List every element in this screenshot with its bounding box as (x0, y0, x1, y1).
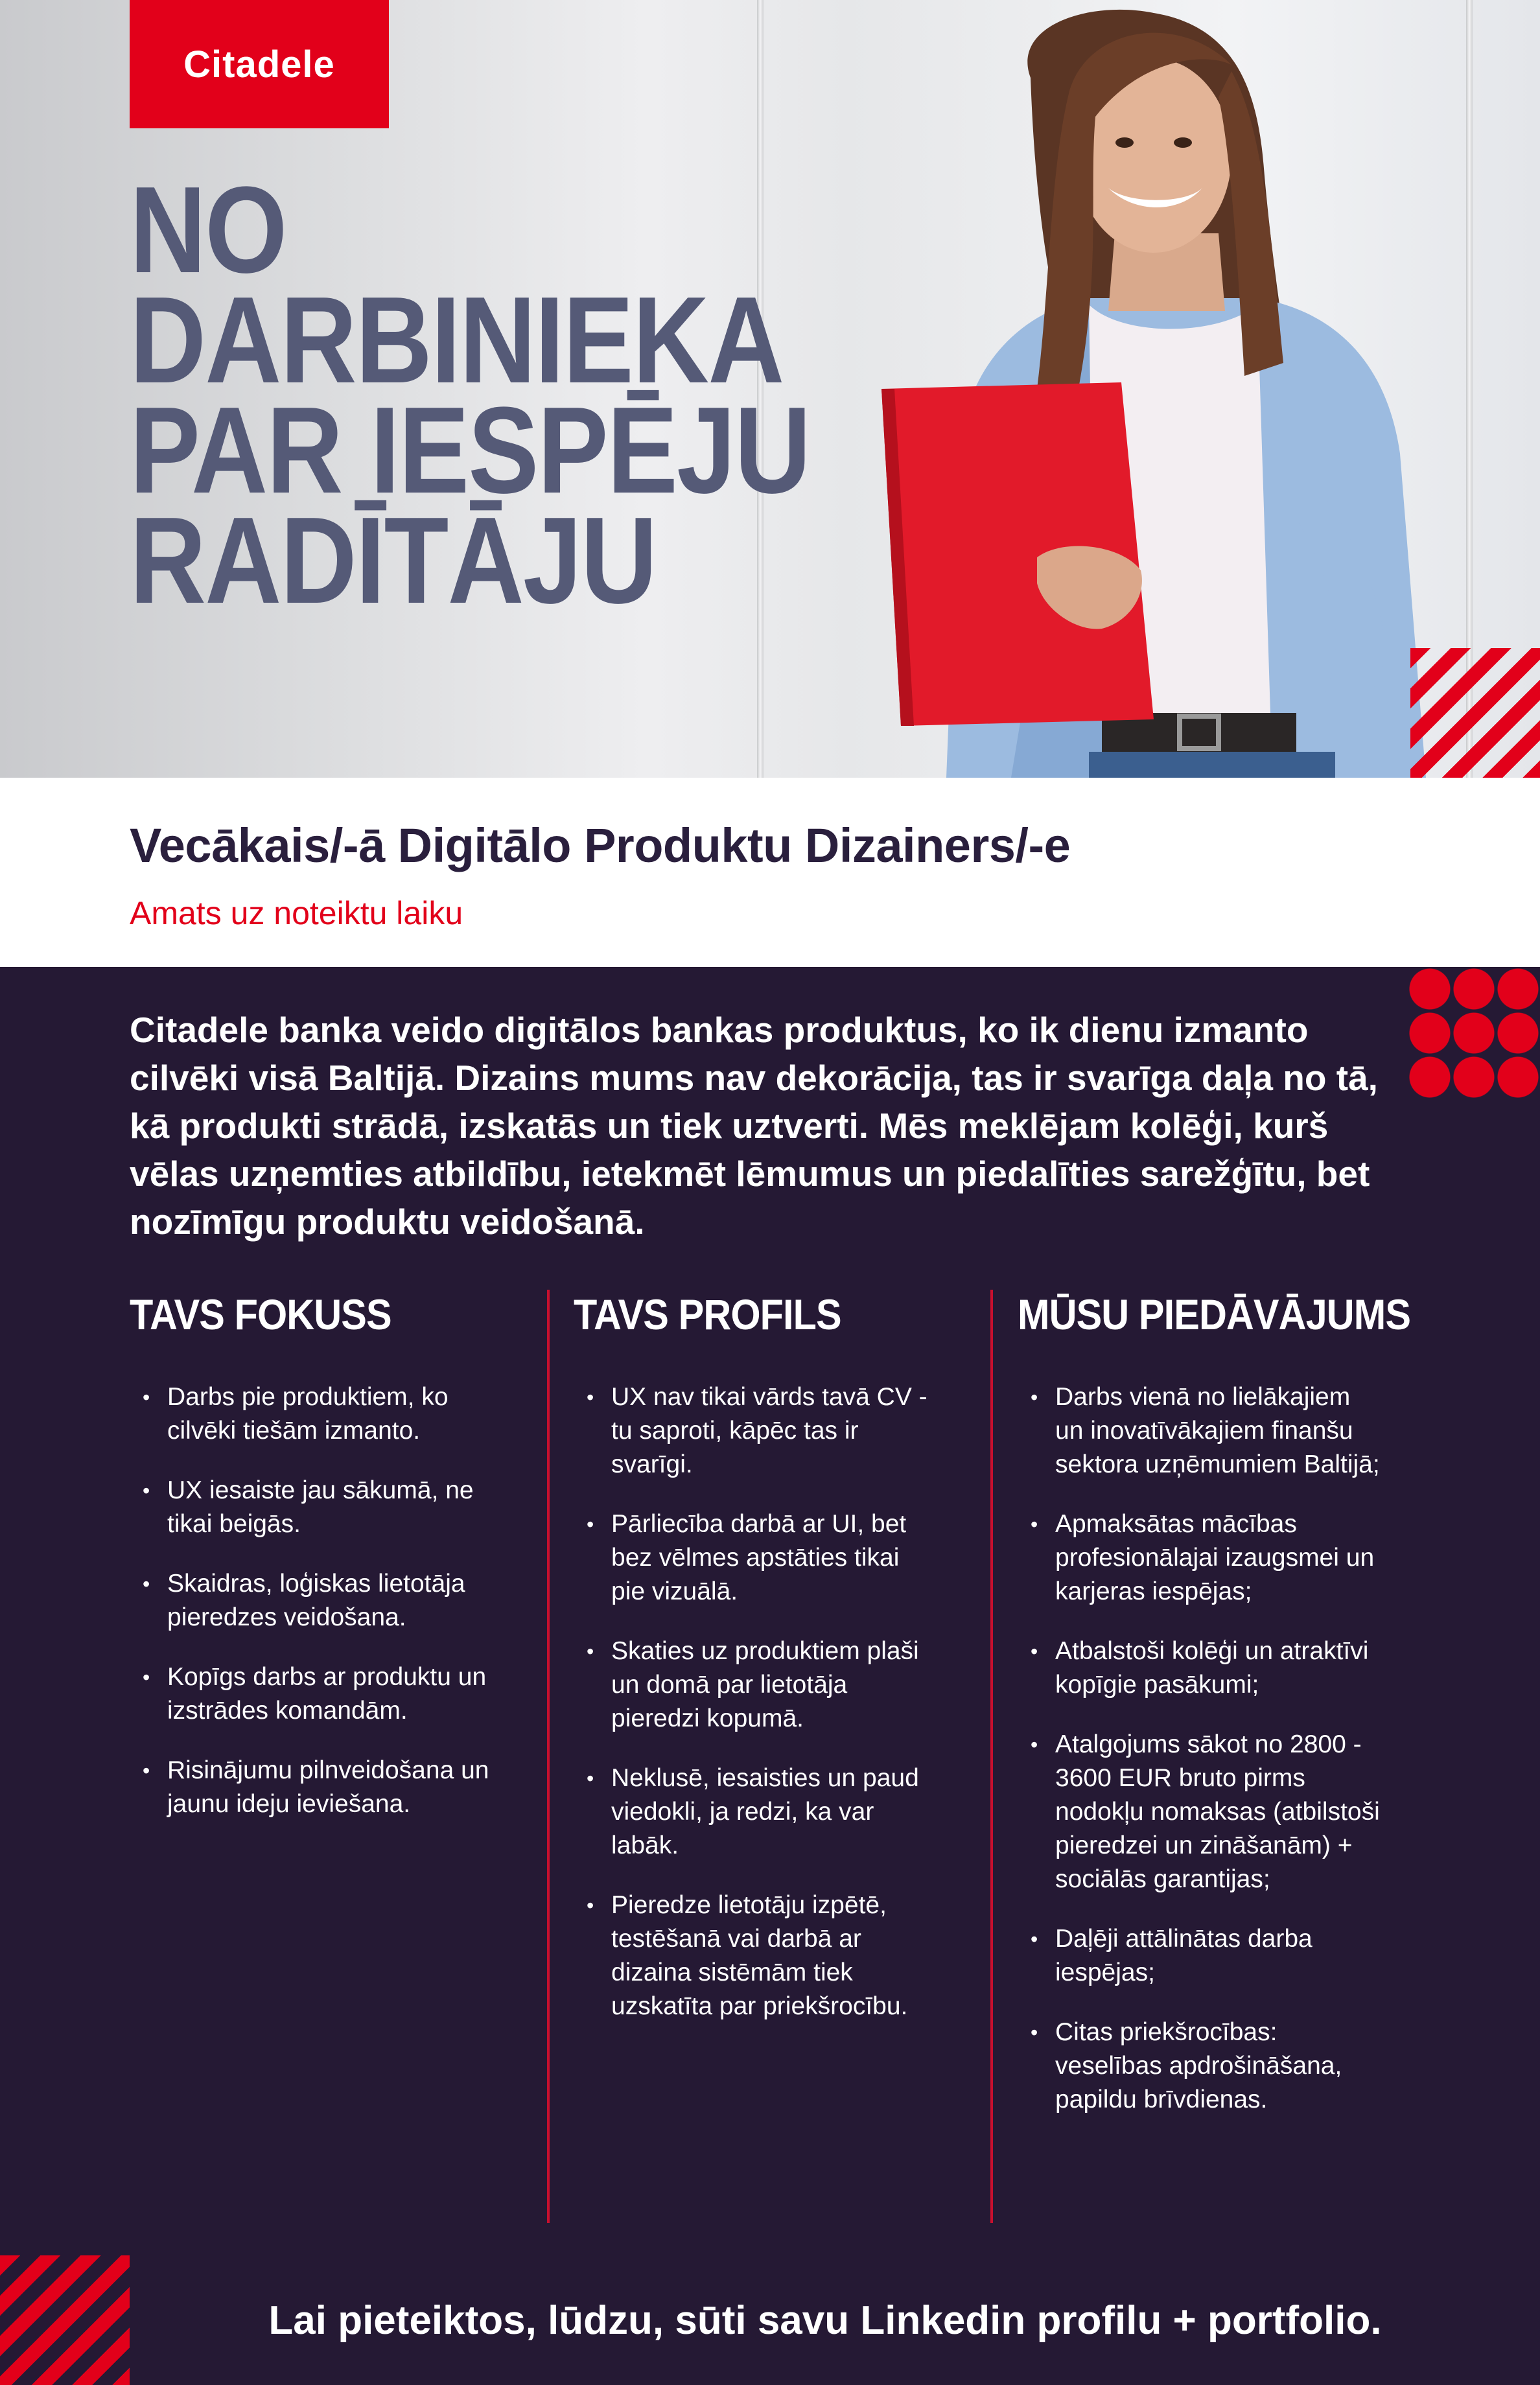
citadele-logo[interactable] (130, 0, 389, 128)
list-item: • Risinājumu pilnveidošana un jaunu ideju ieviešana. (130, 1754, 493, 1821)
job-type: Amats uz noteiktu laiku (130, 895, 463, 931)
apply-call-to-action: Lai pieteiktos, lūdzu, sūti savu Linkedin profilu + portfolio. (268, 2298, 1382, 2343)
list-item: • Darbs pie produktiem, ko cilvēki tiešām izmanto. (130, 1380, 493, 1448)
hero-headline (130, 161, 810, 629)
focus-list (130, 1380, 493, 1821)
list-item: • Citas priekšrocības: veselības apdrošināšana, papildu brīvdienas. (1018, 2016, 1381, 2117)
list-item: • UX nav tikai vārds tavā CV - tu saproti, kāpēc tas ir svarīgi. (574, 1380, 937, 1482)
column-focus (130, 1290, 493, 1847)
hero-photo-woman-with-red-folder (817, 0, 1439, 778)
list-item: • Skaidras, loģiskas lietotāja pieredzes veidošana. (130, 1567, 493, 1635)
column-heading: TAVS PROFILS (574, 1290, 841, 1338)
list-item: • UX iesaiste jau sākumā, ne tikai beigās. (130, 1474, 493, 1541)
column-heading: TAVS FOKUSS (130, 1290, 391, 1338)
column-heading: MŪSU PIEDĀVĀJUMS (1018, 1290, 1411, 1338)
list-item: • Daļēji attālinātas darba iespējas; (1018, 1922, 1381, 1990)
headline-line: DARBINIEKA (130, 272, 784, 409)
column-divider (990, 1290, 993, 2223)
list-item: • Neklusē, iesaisties un paud viedokli, ja redzi, ka var labāk. (574, 1762, 937, 1863)
list-item: • Skaties uz produktiem plaši un domā par lietotāja pieredzi kopumā. (574, 1635, 937, 1736)
list-item: • Apmaksātas mācības profesionālajai izaugsmei un karjeras iespējas; (1018, 1507, 1381, 1609)
intro-paragraph: Citadele banka veido digitālos bankas produktus, ko ik dienu izmanto cilvēki visā Baltijā. Dizains mums nav dekorācija, tas ir svarīga daļa no tā, kā produkti strādā, izskatās un tiek uztverti. Mēs meklējam kolēģi, kurš vēlas uzņemties atbildību, ietekmēt lēmumus un piedalīties sarežģītu, bet nozīmīgu produktu veidošanā. (130, 1010, 1378, 1242)
list-item: • Atbalstoši kolēģi un atraktīvi kopīgie pasākumi; (1018, 1635, 1381, 1702)
logo-text: Citadele (183, 43, 335, 86)
list-item: • Atalgojums sākot no 2800 - 3600 EUR bruto pirms nodokļu nomaksas (atbilstoši pieredzei un zināšanām) + sociālās garantijas; (1018, 1728, 1381, 1896)
list-item: • Pieredze lietotāju izpētē, testēšanā vai darbā ar dizaina sistēmām tiek uzskatīta par priekšrocību. (574, 1889, 937, 2023)
headline-line: PAR IESPĒJU (130, 382, 810, 519)
list-item: • Pārliecība darbā ar UI, bet bez vēlmes apstāties tikai pie vizuālā. (574, 1507, 937, 1609)
column-offer (1018, 1290, 1411, 2143)
job-title: Vecākais/-ā Digitālo Produktu Dizainers/-e (130, 819, 1071, 872)
profile-list (574, 1380, 937, 2023)
diagonal-stripes-decoration (1410, 648, 1540, 778)
column-divider (547, 1290, 550, 2223)
offer-list (1018, 1380, 1381, 2117)
dots-grid-decoration (1408, 967, 1540, 1099)
headline-line: NO (130, 161, 286, 299)
column-profile (574, 1290, 937, 2049)
headline-line: RADĪTĀJU (130, 492, 657, 629)
list-item: • Darbs vienā no lielākajiem un inovatīvākajiem finanšu sektora uzņēmumiem Baltijā; (1018, 1380, 1381, 1482)
list-item: • Kopīgs darbs ar produktu un izstrādes komandām. (130, 1660, 493, 1728)
hero-section (0, 0, 1540, 778)
